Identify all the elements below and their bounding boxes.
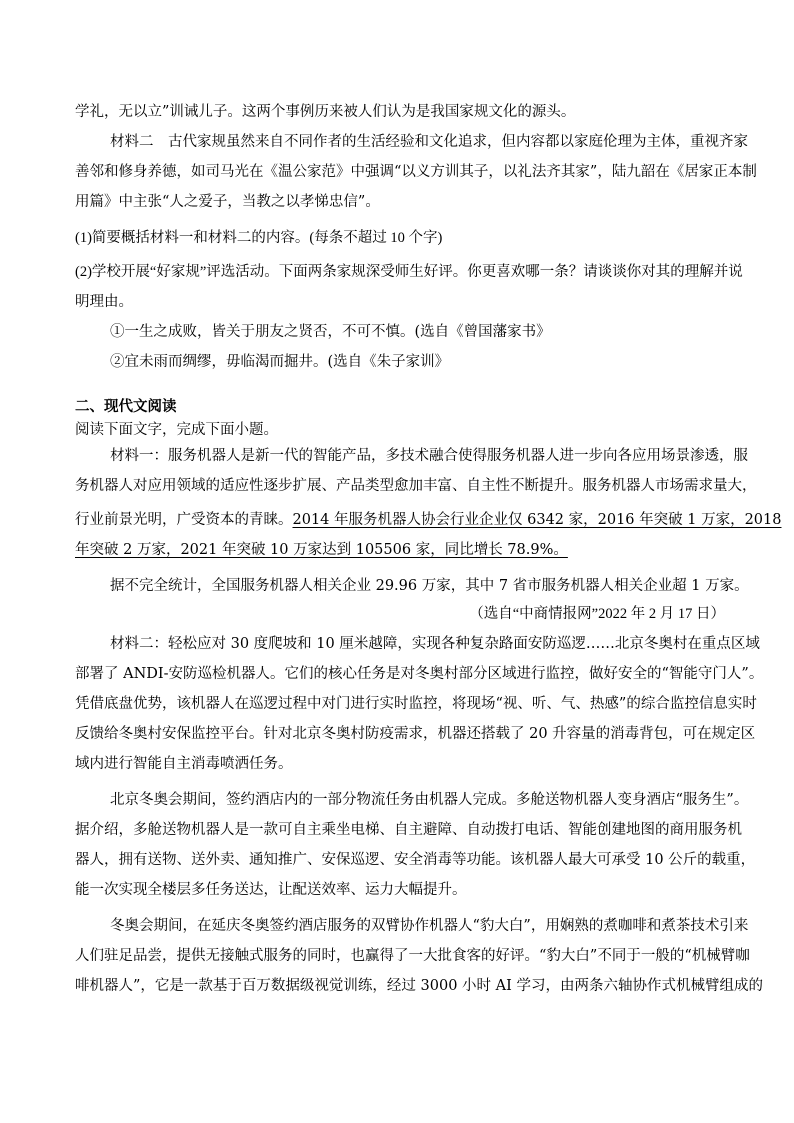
paragraph-line: 反馈给冬奥村安保监控平台。针对北京冬奥村防疫需求，机器还搭载了 20 升容量的消毒背包，可在规定区 [75, 726, 756, 742]
source-citation: （选自“中商情报网”2022 年 2 月 17 日） [469, 606, 725, 622]
option-2: ②宜未雨而绸缪，毋临渴而掘井。(选自《朱子家训》 [110, 354, 450, 370]
paragraph-line: 器人，拥有送物、送外卖、通知推广、安保巡逻、安全消毒等功能。该机器人最大可承受 10 公斤的载重， [75, 852, 756, 868]
paragraph-line: 域内进行智能自主消毒喷洒任务。 [75, 756, 293, 772]
paragraph-line: 材料一：服务机器人是新一代的智能产品，多技术融合使得服务机器人进一步向各应用场景渗透，服 [110, 448, 748, 464]
paragraph-line [75, 540, 725, 560]
paragraph-line: 学礼，无以立”训诫儿子。这两个事例历来被人们认为是我国家规文化的源头。 [75, 104, 576, 120]
paragraph-line: 冬奥会期间，在延庆冬奥签约酒店服务的双臂协作机器人“豹大白”，用娴熟的煮咖啡和煮茶技术引来 [110, 918, 749, 934]
underlined-text: 年突破 2 万家，2021 年突破 10 万家达到 105506 家，同比增长 78.9%。 [75, 542, 568, 558]
paragraph-line: 北京冬奥会期间，签约酒店内的一部分物流任务由机器人完成。多舱送物机器人变身酒店“服务生”。 [110, 792, 749, 808]
question-2: (2)学校开展“好家规”评选活动。下面两条家规深受师生好评。你更喜欢哪一条？请谈谈你对其的理解并说 [75, 264, 743, 280]
paragraph-line: 材料二：轻松应对 30 度爬坡和 10 厘米越障，实现各种复杂路面安防巡逻……北京冬奥村在重点区域 [110, 636, 760, 652]
question-2-cont: 明理由。 [75, 294, 133, 310]
paragraph-line: 据介绍，多舱送物机器人是一款可自主乘坐电梯、自主避障、自动拨打电话、智能创建地图的商用服务机 [75, 822, 742, 838]
option-1: ①一生之成败，皆关于朋友之贤否，不可不慎。(选自《曾国藩家书》 [110, 324, 551, 340]
paragraph-line: 部署了 ANDI-安防巡检机器人。它们的核心任务是对冬奥村部分区域进行监控，做好安全的“智能守门人”。 [75, 666, 764, 682]
underlined-text: 2014 年服务机器人协会行业企业仅 6342 家，2016 年突破 1 万家，2018 [292, 512, 782, 528]
paragraph-line: 据不完全统计，全国服务机器人相关企业 29.96 万家，其中 7 省市服务机器人相关企业超 1 万家。 [110, 578, 749, 594]
section-heading: 二、现代文阅读 [75, 399, 177, 415]
instruction: 阅读下面文字，完成下面小题。 [75, 422, 278, 438]
paragraph-line: 材料二 古代家规虽然来自不同作者的生活经验和文化追求，但内容都以家庭伦理为主体，重视齐家 [110, 134, 748, 150]
question-1: (1)简要概括材料一和材料二的内容。(每条不超过 10 个字) [75, 230, 443, 246]
text-span: 行业前景光明，广受资本的青睐。 [75, 512, 293, 528]
paragraph-line: 能一次实现全楼层多任务送达，让配送效率、运力大幅提升。 [75, 882, 467, 898]
paragraph-line [75, 510, 782, 530]
paragraph-line: 人们驻足品尝，提供无接触式服务的同时，也赢得了一大批食客的好评。“豹大白”不同于一般的“机械臂咖 [75, 948, 750, 964]
paragraph-line: 善邻和修身养德，如司马光在《温公家范》中强调“以义方训其子，以礼法齐其家”，陆九韶在《居家正本制 [75, 164, 757, 180]
paragraph-line: 凭借底盘优势，该机器人在巡逻过程中对门进行实时监控，将现场“视、听、气、热感”的综合监控信息实时 [75, 696, 757, 712]
paragraph-line: 啡机器人”，它是一款基于百万数据级视觉训练，经过 3000 小时 AI 学习，由两条六轴协作式机械臂组成的 [75, 978, 763, 994]
paragraph-line: 务机器人对应用领域的适应性逐步扩展、产品类型愈加丰富、自主性不断提升。服务机器人市场需求量大， [75, 478, 757, 494]
paragraph-line: 用篇》中主张“人之爱子，当教之以孝悌忠信”。 [75, 194, 380, 210]
